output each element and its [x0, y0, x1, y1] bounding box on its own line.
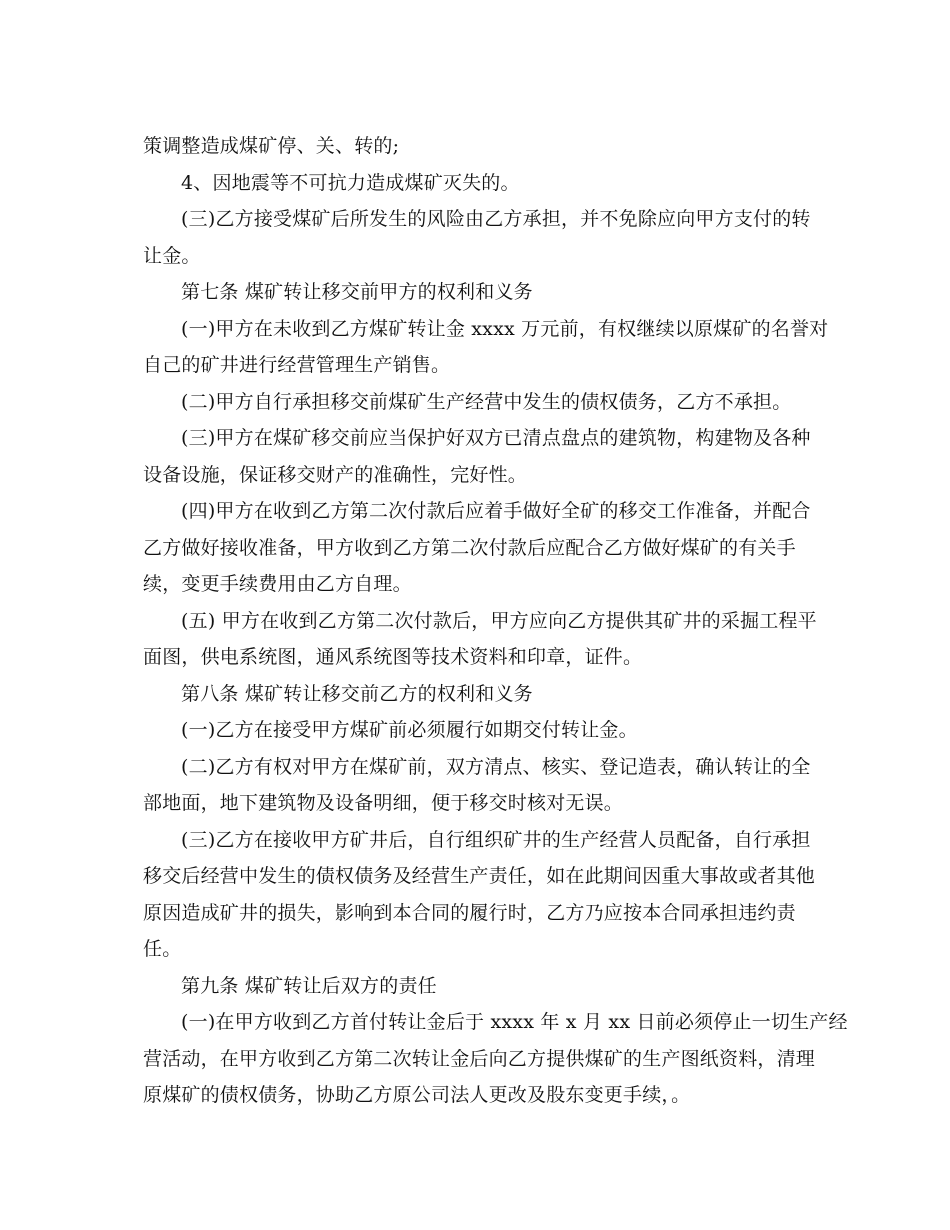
paragraph: (二)甲方自行承担移交前煤矿生产经营中发生的债权债务，乙方不承担。 — [181, 390, 792, 413]
paragraph-continuation: 部地面，地下建筑物及设备明细，便于移交时核对无误。 — [143, 792, 624, 814]
paragraph-continuation: 策调整造成煤矿停、关、转的; — [143, 135, 400, 157]
paragraph: (五) 甲方在收到乙方第二次付款后，甲方应向乙方提供其矿井的采掘工程平 — [181, 609, 817, 632]
paragraph-continuation: 自己的矿井进行经营管理生产销售。 — [143, 354, 451, 376]
paragraph: (三)乙方接受煤矿后所发生的风险由乙方承担，并不免除应向甲方支付的转 — [181, 208, 811, 230]
document-body — [143, 128, 848, 1114]
paragraph-continuation: 面图，供电系统图，通风系统图等技术资料和印章，证件。 — [143, 646, 643, 668]
section-heading: 第七条 煤矿转让移交前甲方的权利和义务 — [181, 281, 533, 303]
section-heading: 第九条 煤矿转让后双方的责任 — [181, 974, 437, 997]
paragraph-continuation: 续，变更手续费用由乙方自理。 — [143, 573, 412, 595]
paragraph-continuation: 营活动，在甲方收到乙方第二次转让金后向乙方提供煤矿的生产图纸资料，清理 — [143, 1047, 816, 1070]
paragraph: (二)乙方有权对甲方在煤矿前，双方清点、核实、登记造表，确认转让的全 — [181, 755, 811, 778]
paragraph-continuation: 任。 — [143, 938, 182, 960]
paragraph-continuation: 设备设施，保证移交财产的准确性，完好性。 — [143, 463, 528, 486]
paragraph: (一)甲方在未收到乙方煤矿转让金 xxxx 万元前，有权继续以原煤矿的名誉对 — [181, 317, 829, 340]
paragraph: (一)乙方在接受甲方煤矿前必须履行如期交付转让金。 — [181, 719, 638, 741]
paragraph: (三)乙方在接收甲方矿井后，自行组织矿井的生产经营人员配备，自行承担 — [181, 828, 811, 851]
paragraph: (一)在甲方收到乙方首付转让金后于 xxxx 年 x 月 xx 日前必须停止一切生产经 — [181, 1011, 848, 1033]
paragraph-continuation: 乙方做好接收准备，甲方收到乙方第二次付款后应配合乙方做好煤矿的有关手 — [143, 536, 796, 559]
paragraph-continuation: 原因造成矿井的损失，影响到本合同的履行时，乙方乃应按本合同承担违约责 — [143, 901, 796, 924]
list-item: 4、因地震等不可抗力造成煤矿灭失的。 — [181, 171, 520, 194]
paragraph-continuation: 原煤矿的债权债务，协助乙方原公司法人更改及股东变更手续，。 — [143, 1084, 691, 1106]
paragraph: (四)甲方在收到乙方第二次付款后应着手做好全矿的移交工作准备，并配合 — [181, 500, 811, 522]
paragraph: (三)甲方在煤矿移交前应当保护好双方已清点盘点的建筑物，构建物及各种 — [181, 427, 811, 449]
paragraph-continuation: 移交后经营中发生的债权债务及经营生产责任，如在此期间因重大事故或者其他 — [143, 865, 816, 887]
paragraph-continuation: 让金。 — [143, 244, 201, 267]
section-heading: 第八条 煤矿转让移交前乙方的权利和义务 — [181, 682, 533, 705]
